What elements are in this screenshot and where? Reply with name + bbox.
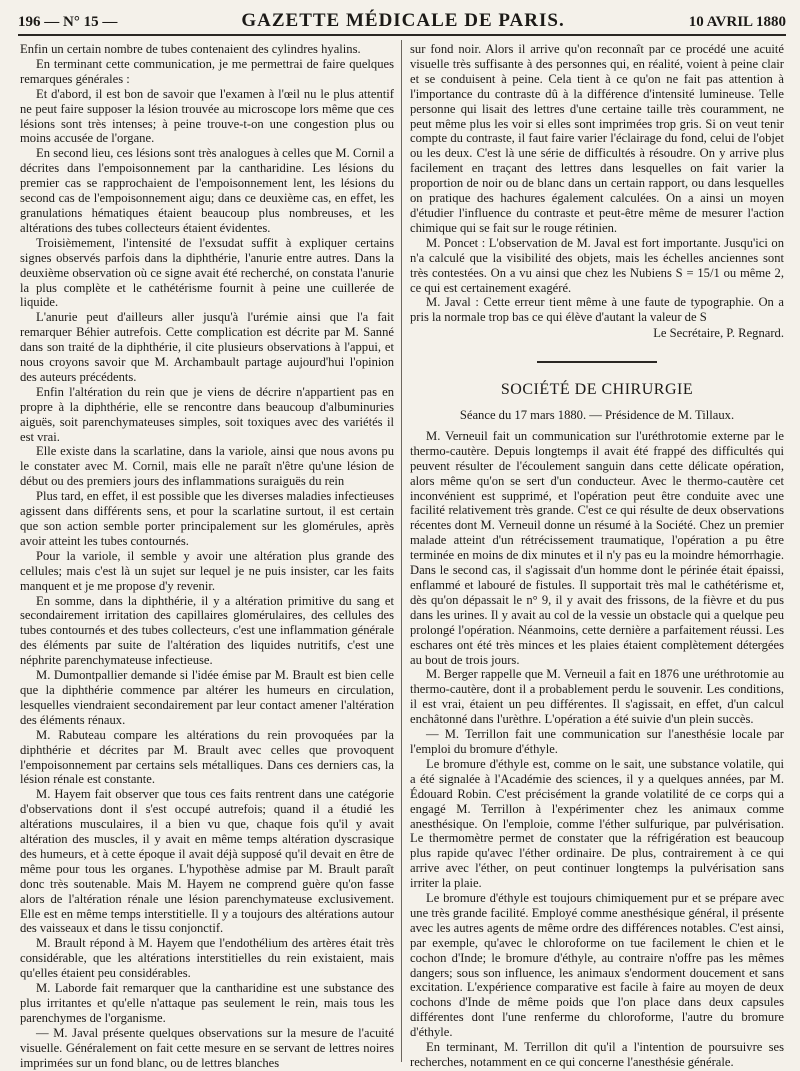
paragraph: — M. Javal présente quelques observations sur la mesure de l'acuité visuelle. Généralement on fait cette mesure en se servant de lettres noires imprimées sur un fond blanc, ou de lettres blanches (20, 1025, 394, 1070)
paragraph: Pour la variole, il semble y avoir une altération plus grande des cellules; mais c'est là un sujet sur lequel je ne puis insister, car les faits manquent et je me propose d'y revenir. (20, 548, 394, 593)
paragraph: L'anurie peut d'ailleurs aller jusqu'à l'urémie ainsi que l'a fait remarquer Béhier autrefois. Cette complication est décrite par M. Sanné dans son traité de la diphthérie, il cite plusieurs observations à l'appui, et nous croyons savoir que M. Archambault partage aujourd'hui l'opinion des auteurs précédents. (20, 310, 394, 384)
paragraph: M. Brault répond à M. Hayem que l'endothélium des artères était très considérable, que les altérations interstitielles du rein existaient, mais qu'elles étaient peu considérables. (20, 936, 394, 981)
paragraph: Le bromure d'éthyle est toujours chimiquement pur et se prépare avec une très grande facilité. Employé comme anesthésique général, il présente avec les autres agents de même ordre des différences notables. C'est ainsi, par exemple, qu'avec le chloroforme on tue facilement le chien et le cochon d'Inde; le bromure d'éthyle, au contraire n'offre pas les mêmes dangers; sous son influence, les animaux s'endorment doucement et sans excitation. L'expérience comparative est facile à faire au moyen de deux cochons d'Inde de même poids que l'on place dans deux capsules différentes dont l'une renferme du chloroforme, l'autre du bromure d'éthyle. (410, 891, 784, 1040)
paragraph: — M. Terrillon fait une communication sur l'anesthésie locale par l'emploi du bromure d'éthyle. (410, 727, 784, 756)
session-line: Séance du 17 mars 1880. — Présidence de M. Tillaux. (459, 408, 735, 423)
issue-date: 10 AVRIL 1880 (688, 14, 786, 30)
paragraph: Et d'abord, il est bon de savoir que l'examen à l'œil nu le plus attentif ne peut faire supposer la lésion trouvée au microscope lors même que ces lésions sont très intenses; à peine trouve-t-on une congestion plus ou moins accusée de l'organe. (20, 86, 394, 146)
section-separator (537, 361, 657, 363)
paragraph: Plus tard, en effet, il est possible que les diverses maladies infectieuses agissent dans différents sens, et pour la scarlatine surtout, il est certain que son action semble porter principalement sur les glomérules, après avoir atteint les tubes contournés. (20, 489, 394, 548)
paragraph: M. Javal : Cette erreur tient même à une faute de typographie. On a pris la normale trop bas ce qui élève d'autant la valeur de S (410, 295, 784, 325)
paragraph: sur fond noir. Alors il arrive qu'on reconnaît par ce procédé une acuité visuelle très suffisante à des personnes qui, en réalité, voient à peine clair et se conduisent à peine. Cela tient à ce qu'on ne fait pas attention à l'importance du contraste dû à la différence d'intensité lumineuse. Telle personne qui lisait des lettres d'une certaine taille très couramment, ne peut même plus les voir si elles sont imprimées trop gris. Si on veut tenir compte du contraste, il faut faire varier l'éclairage du fond, celui de l'objet ou les deux. C'est là une série de difficultés à résoudre. On y arrive plus facilement en traçant des lettres dans lesquelles on fait varier la proportion de noir ou de blanc dans un certain rapport, ou dans lesquelles on pratique des hachures également calculées. On a ainsi un moyen d'étudier l'influence du contraste et peut-être même de mesurer l'action chimique qui se fait sur le rouge rétinien. (410, 42, 784, 235)
paragraph: En terminant cette communication, je me permettrai de faire quelques remarques générales : (20, 56, 394, 86)
paragraph: En somme, dans la diphthérie, il y a altération primitive du sang et secondairement irritation des capillaires glomérulaires, des cellules des tubes contournés et des tubes collecteurs, c'est une inflammation générale des éléments par suite de l'altération des liquides nutritifs, c'est une néphrite parenchymateuse infectieuse. (20, 593, 394, 668)
paragraph: M. Dumontpallier demande si l'idée émise par M. Brault est bien celle que la diphthérie commence par altérer les humeurs en circulation, lesquelles viendraient secondairement par leur contact amener l'altération des éléments rénaux. (20, 668, 394, 727)
paragraph: Enfin un certain nombre de tubes contenaient des cylindres hyalins. (20, 42, 361, 56)
paragraph: En terminant, M. Terrillon dit qu'il a l'intention de poursuivre ses recherches, notamment en ce qui concerne l'anesthésie générale. (410, 1040, 784, 1069)
paragraph: Le bromure d'éthyle est, comme on le sait, une substance volatile, qui a été signalée à l'Académie des sciences, il y a quelques années, par M. Édouard Robin. C'est précisément la grande volatilité de ce corps qui a engagé M. Terrillon à l'expérimenter chez les animaux comme anesthésique. On l'emploie, comme l'éther sulfurique, par pulvérisation. Le thermomètre permet de constater que la réfrigération est beaucoup plus rapide qu'avec l'éther ordinaire. De plus, contrairement à ce qui arrive avec l'éther, on peut continuer longtemps la pulvérisation sans irriter la plaie. (410, 756, 784, 891)
paragraph: M. Poncet : L'observation de M. Javal est fort importante. Jusqu'ici on n'a calculé que la visibilité des objets, mais les échelles anciennes sont très contestées. On a vu ainsi que chez les Nubiens S = 15/1 ou même 2, ce qui est certainement exagéré. (410, 235, 784, 295)
paragraph: M. Hayem fait observer que tous ces faits rentrent dans une catégorie d'observations dont il s'est occupé autrefois; quand il a étudié les altérations musculaires, il a bien vu que, chaque fois qu'il y avait altération des muscles, il y avait en même temps altération dyscrasique des humeurs, et à cette époque il avait déjà supposé qu'il devait en être de même pour tous les organes. L'hypothèse admise par M. Brault paraît donc très soutenable. Mais M. Hayem ne comprend guère qu'on fasse alors de l'altération rénale une lésion parenchymateuse exclusivement. Elle est en même temps interstitielle. Il y a toujours des altérations autour des vaisseaux et dans le tissu conjonctif. (20, 787, 394, 936)
paragraph: En second lieu, ces lésions sont très analogues à celles que M. Cornil a décrites dans l'empoisonnement par la cantharidine. Les lésions du premier cas se rapprochaient de l'empoisonnement lent, les lésions du second cas de l'empoisonnement aigu; dans ce deuxième cas, en effet, les granulations hématiques étaient beaucoup plus nombreuses, et les altérations des tubes collecteurs étaient évidentes. (20, 146, 394, 235)
right-column (410, 42, 784, 1069)
paragraph: M. Verneuil fait un communication sur l'uréthrotomie externe par le thermo-cautère. Depuis longtemps il avait été frappé des difficultés qui peuvent résulter de l'écoulement sanguin dans cette délicate opération, alors même qu'on se sert d'un conducteur. Avec le thermo-cautère cet inconvénient est supprimé, et l'opération peut être conduite avec une facilité relativement très grande. C'est ce qui résulte de deux observations récentes dont M. Verneuil donne un résumé à la Société. Chez un premier malade atteint d'un rétrécissement traumatique, l'opération a pu être terminée en moins de dix minutes et il n'y pas eu la moindre hémorrhagie. Dans le second cas, il s'agissait d'un homme dont le périnée était épaissi, enflammé et labouré de fistules. Il supportait très mal le cathétérisme et, dès qu'on dépassait le n° 9, il y avait des frissons, de la fièvre et du pus dans les urines. Il y avait au col de la vessie un obstacle qui a quelque peu prolongé l'opération. Néanmoins, cette dernière a parfaitement réussi. Les eschares ont été très minces et les plaies étaient complètement détergées au bout de trois jours. (410, 428, 784, 667)
paragraph: M. Berger rappelle que M. Verneuil a fait en 1876 une uréthrotomie au thermo-cautère, dont il a probablement perdu le souvenir. Les conditions, il est vrai, étaient un peu différentes. Il s'agissait, en effet, d'un calcul enchâtonné dans l'urèthre. L'opération a été suivie d'un plein succès. (410, 667, 784, 727)
paragraph: Elle existe dans la scarlatine, dans la variole, ainsi que nous avons pu le constater avec M. Cornil, mais elle ne paraît n'être qu'une lésion de début ou des premiers jours des inflammations suraiguës du rein (20, 444, 394, 489)
journal-title: GAZETTE MÉDICALE DE PARIS. (241, 10, 565, 31)
page-number: 196 — N° 15 — (18, 14, 118, 30)
paragraph: M. Rabuteau compare les altérations du rein provoquées par la diphthérie et décrites par M. Brault avec celles que provoquent l'empoisonnement par certains sels métalliques. Dans ces derniers cas, la lésion rénale est constante. (20, 727, 394, 787)
left-column (20, 42, 394, 1070)
paragraph: M. Laborde fait remarquer que la cantharidine est une substance des plus irritantes et qu'elle n'attaque pas seulement le rein, mais tous les parenchymes de l'organisme. (20, 981, 394, 1025)
paragraph: Enfin l'altération du rein que je viens de décrire n'appartient pas en propre à la diphthérie, elle se rencontre dans beaucoup d'albuminuries aiguës, soit parenchymateuses simples, soit toxiques avec des variétés il est vrai. (20, 384, 394, 444)
paragraph: Troisièmement, l'intensité de l'exsudat suffit à expliquer certains signes observés parfois dans la diphthérie, l'anurie entre autres. Dans la deuxième observation où ce signe avait été recherché, on constata l'anurie la plus complète et le cathétérisme fournit à peine une cuillerée de liquide. (20, 235, 394, 310)
page-header (18, 10, 786, 36)
section-title: SOCIÉTÉ DE CHIRURGIE (500, 381, 694, 399)
column-divider (401, 40, 402, 1062)
secretary-signature: Le Secrétaire, P. Regnard. (653, 326, 784, 341)
